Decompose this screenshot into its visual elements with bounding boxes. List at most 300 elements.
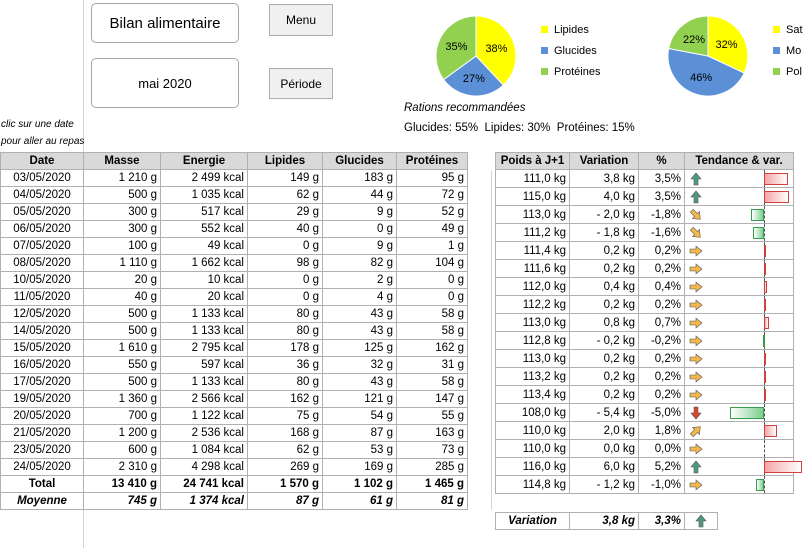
- variation-bar-fill: [764, 299, 766, 311]
- cell-masse: 20 g: [84, 272, 161, 289]
- cell-lipides: 75 g: [248, 408, 323, 425]
- variation-summary-row: [496, 513, 718, 530]
- cell-masse: 1 210 g: [84, 170, 161, 187]
- legend-item-mo: [773, 40, 803, 61]
- cell-poids: 116,0 kg: [496, 458, 570, 476]
- cell-lipides: 62 g: [248, 187, 323, 204]
- variation-summary: [495, 512, 718, 530]
- variation-bar: [707, 370, 793, 383]
- period-button[interactable]: [269, 68, 333, 99]
- cell-pct: 1,8%: [639, 422, 685, 440]
- variation-bar-fill: [753, 227, 764, 239]
- cell-poids: 108,0 kg: [496, 404, 570, 422]
- cell-pct: 0,2%: [639, 386, 685, 404]
- date-link[interactable]: 06/05/2020: [1, 221, 84, 238]
- fats-pie-legend: [773, 19, 803, 82]
- weight-row: [496, 170, 794, 188]
- cell-glucides: 0 g: [323, 221, 397, 238]
- table-row: [1, 272, 468, 289]
- trend-up-icon: [688, 190, 704, 204]
- cell-lipides: 0 g: [248, 289, 323, 306]
- trend-cell: [685, 404, 794, 422]
- col-header-variation: Variation: [570, 153, 639, 170]
- cell-energie: 552 kcal: [161, 221, 248, 238]
- date-link[interactable]: 05/05/2020: [1, 204, 84, 221]
- variation-bar-fill: [764, 191, 789, 203]
- cell-glucides: 87 g: [323, 425, 397, 442]
- cell-lipides: 98 g: [248, 255, 323, 272]
- weight-row: [496, 296, 794, 314]
- trend-down-icon: [688, 406, 704, 420]
- cell-masse: 500 g: [84, 306, 161, 323]
- cell-pct: -1,0%: [639, 476, 685, 494]
- variation-bar: [707, 478, 793, 491]
- cell-glucides: 169 g: [323, 459, 397, 476]
- col-header-glucides: Glucides: [323, 153, 397, 170]
- weight-row: [496, 224, 794, 242]
- menu-button-label: Menu: [285, 13, 317, 27]
- weight-table: [495, 152, 794, 494]
- trend-right-icon: [688, 352, 704, 366]
- cell-glucides: 2 g: [323, 272, 397, 289]
- average-row: [1, 493, 468, 510]
- cell-lipides: 29 g: [248, 204, 323, 221]
- variation-bar-fill: [764, 245, 766, 257]
- cell-pct: -5,0%: [639, 404, 685, 422]
- trend-right-icon: [688, 298, 704, 312]
- trend-right-icon: [688, 244, 704, 258]
- average-masse: 745 g: [84, 493, 161, 510]
- trend-up-icon: [688, 172, 704, 186]
- cell-proteines: 162 g: [397, 340, 468, 357]
- trend-down-right-icon: [688, 208, 704, 222]
- variation-bar: [707, 244, 793, 257]
- variation-bar-fill: [764, 371, 766, 383]
- date-link[interactable]: 14/05/2020: [1, 323, 84, 340]
- cell-lipides: 62 g: [248, 442, 323, 459]
- cell-energie: 517 kcal: [161, 204, 248, 221]
- date-link[interactable]: 23/05/2020: [1, 442, 84, 459]
- weight-row: [496, 368, 794, 386]
- cell-energie: 2 499 kcal: [161, 170, 248, 187]
- cell-lipides: 36 g: [248, 357, 323, 374]
- cell-proteines: 73 g: [397, 442, 468, 459]
- cell-masse: 600 g: [84, 442, 161, 459]
- variation-summary-label: Variation: [496, 513, 570, 530]
- cell-lipides: 269 g: [248, 459, 323, 476]
- cell-glucides: 53 g: [323, 442, 397, 459]
- fats-pie-chart: [666, 14, 750, 98]
- cell-masse: 700 g: [84, 408, 161, 425]
- cell-masse: 2 310 g: [84, 459, 161, 476]
- cell-lipides: 162 g: [248, 391, 323, 408]
- variation-bar: [707, 352, 793, 365]
- table-row: [1, 306, 468, 323]
- cell-poids: 110,0 kg: [496, 422, 570, 440]
- cell-lipides: 0 g: [248, 238, 323, 255]
- col-header-pct: %: [639, 153, 685, 170]
- period-value: mai 2020: [138, 75, 192, 91]
- cell-proteines: 31 g: [397, 357, 468, 374]
- table-row: [1, 289, 468, 306]
- legend-item-proteines: [541, 61, 600, 82]
- cell-energie: 2 536 kcal: [161, 425, 248, 442]
- trend-right-icon: [688, 262, 704, 276]
- date-link[interactable]: 03/05/2020: [1, 170, 84, 187]
- trend-cell: [685, 242, 794, 260]
- date-link[interactable]: 16/05/2020: [1, 357, 84, 374]
- date-link[interactable]: 24/05/2020: [1, 459, 84, 476]
- cell-glucides: 43 g: [323, 374, 397, 391]
- date-link[interactable]: 07/05/2020: [1, 238, 84, 255]
- variation-bar: [707, 172, 793, 185]
- col-header-masse: Masse: [84, 153, 161, 170]
- cell-glucides: 43 g: [323, 323, 397, 340]
- trend-down-right-icon: [688, 226, 704, 240]
- trend-up-icon: [688, 460, 704, 474]
- cell-variation: 0,8 kg: [570, 314, 639, 332]
- cell-energie: 2 566 kcal: [161, 391, 248, 408]
- cell-masse: 1 200 g: [84, 425, 161, 442]
- cell-variation: 0,2 kg: [570, 368, 639, 386]
- cell-pct: 0,7%: [639, 314, 685, 332]
- pie-slice-label: 32%: [715, 39, 738, 52]
- cell-glucides: 44 g: [323, 187, 397, 204]
- trend-cell: [685, 422, 794, 440]
- app-title-box: [91, 3, 239, 43]
- variation-bar-fill: [751, 209, 764, 221]
- pie-slice-label: 22%: [682, 34, 705, 47]
- cell-glucides: 54 g: [323, 408, 397, 425]
- click-hint-2: pour aller au repas: [1, 136, 85, 147]
- average-energie: 1 374 kcal: [161, 493, 248, 510]
- cell-masse: 40 g: [84, 289, 161, 306]
- cell-poids: 111,0 kg: [496, 170, 570, 188]
- cell-poids: 110,0 kg: [496, 440, 570, 458]
- total-lipides: 1 570 g: [248, 476, 323, 493]
- table-row: [1, 340, 468, 357]
- trend-cell: [685, 278, 794, 296]
- variation-bar: [707, 334, 793, 347]
- cell-pct: 5,2%: [639, 458, 685, 476]
- app-title: Bilan alimentaire: [109, 14, 221, 32]
- table-row: [1, 255, 468, 272]
- cell-energie: 1 084 kcal: [161, 442, 248, 459]
- cell-energie: 1 133 kcal: [161, 306, 248, 323]
- col-header-tendance: Tendance & var.: [685, 153, 794, 170]
- trend-cell: [685, 368, 794, 386]
- variation-summary-value: 3,8 kg: [570, 513, 639, 530]
- pie-slice-label: 46%: [690, 71, 713, 84]
- pie-slice-label: 35%: [445, 41, 468, 54]
- cell-glucides: 9 g: [323, 238, 397, 255]
- cell-glucides: 121 g: [323, 391, 397, 408]
- legend-label: Glucides: [554, 44, 597, 57]
- legend-item-sat: [773, 19, 803, 40]
- cell-masse: 300 g: [84, 204, 161, 221]
- trend-right-icon: [688, 478, 704, 492]
- cell-poids: 114,8 kg: [496, 476, 570, 494]
- weight-row: [496, 476, 794, 494]
- cell-masse: 500 g: [84, 187, 161, 204]
- trend-right-icon: [688, 316, 704, 330]
- table-row: [1, 221, 468, 238]
- trend-cell: [685, 314, 794, 332]
- cell-proteines: 285 g: [397, 459, 468, 476]
- trend-cell: [685, 350, 794, 368]
- variation-summary-pct: 3,3%: [639, 513, 685, 530]
- cell-poids: 111,2 kg: [496, 224, 570, 242]
- cell-pct: 0,0%: [639, 440, 685, 458]
- cell-variation: 0,4 kg: [570, 278, 639, 296]
- table-row: [1, 238, 468, 255]
- weight-row: [496, 314, 794, 332]
- trend-cell: [685, 296, 794, 314]
- table-header-row: [1, 153, 468, 170]
- cell-energie: 597 kcal: [161, 357, 248, 374]
- cell-variation: 2,0 kg: [570, 422, 639, 440]
- weight-row: [496, 350, 794, 368]
- trend-cell: [685, 332, 794, 350]
- cell-pct: -1,6%: [639, 224, 685, 242]
- trend-cell: [685, 458, 794, 476]
- table-row: [1, 323, 468, 340]
- cell-energie: 20 kcal: [161, 289, 248, 306]
- cell-pct: 0,2%: [639, 368, 685, 386]
- weight-row: [496, 278, 794, 296]
- cell-energie: 4 298 kcal: [161, 459, 248, 476]
- cell-masse: 1 110 g: [84, 255, 161, 272]
- cell-lipides: 168 g: [248, 425, 323, 442]
- cell-lipides: 40 g: [248, 221, 323, 238]
- cell-proteines: 0 g: [397, 289, 468, 306]
- cell-masse: 500 g: [84, 323, 161, 340]
- cell-glucides: 43 g: [323, 306, 397, 323]
- cell-energie: 1 133 kcal: [161, 323, 248, 340]
- nutrition-table: [0, 152, 468, 510]
- cell-poids: 111,6 kg: [496, 260, 570, 278]
- legend-item-glucides: [541, 40, 600, 61]
- cell-masse: 300 g: [84, 221, 161, 238]
- cell-proteines: 1 g: [397, 238, 468, 255]
- variation-summary-trend: [685, 513, 718, 530]
- total-masse: 13 410 g: [84, 476, 161, 493]
- date-link[interactable]: 12/05/2020: [1, 306, 84, 323]
- weight-row: [496, 188, 794, 206]
- total-glucides: 1 102 g: [323, 476, 397, 493]
- legend-label: Protéines: [554, 65, 601, 78]
- cell-glucides: 183 g: [323, 170, 397, 187]
- average-lipides: 87 g: [248, 493, 323, 510]
- cell-variation: 0,2 kg: [570, 242, 639, 260]
- cell-poids: 113,4 kg: [496, 386, 570, 404]
- weight-row: [496, 386, 794, 404]
- weight-row: [496, 242, 794, 260]
- total-row: [1, 476, 468, 493]
- cell-energie: 2 795 kcal: [161, 340, 248, 357]
- col-header-poids: Poids à J+1: [496, 153, 570, 170]
- trend-up-icon: [693, 514, 709, 528]
- cell-masse: 500 g: [84, 374, 161, 391]
- variation-bar-fill: [764, 173, 788, 185]
- legend-label: Sat: [786, 23, 803, 36]
- weight-row: [496, 260, 794, 278]
- pie-slice-label: 27%: [462, 72, 485, 85]
- variation-bar: [707, 280, 793, 293]
- col-header-lipides: Lipides: [248, 153, 323, 170]
- date-link[interactable]: 19/05/2020: [1, 391, 84, 408]
- variation-bar: [707, 208, 793, 221]
- cell-proteines: 0 g: [397, 272, 468, 289]
- table-row: [1, 425, 468, 442]
- total-label: Total: [1, 476, 84, 493]
- cell-variation: 4,0 kg: [570, 188, 639, 206]
- cell-proteines: 95 g: [397, 170, 468, 187]
- cell-pct: 3,5%: [639, 188, 685, 206]
- weight-row: [496, 332, 794, 350]
- variation-bar-fill: [764, 263, 766, 275]
- variation-bar-fill: [756, 479, 764, 491]
- trend-cell: [685, 224, 794, 242]
- trend-right-icon: [688, 370, 704, 384]
- cell-glucides: 9 g: [323, 204, 397, 221]
- date-link[interactable]: 11/05/2020: [1, 289, 84, 306]
- variation-bar-fill: [764, 461, 802, 473]
- cell-energie: 1 122 kcal: [161, 408, 248, 425]
- variation-bar-fill: [764, 281, 767, 293]
- cell-pct: -1,8%: [639, 206, 685, 224]
- legend-item-lipides: [541, 19, 600, 40]
- cell-variation: 0,2 kg: [570, 350, 639, 368]
- table-row: [1, 374, 468, 391]
- variation-bar-fill: [763, 335, 765, 347]
- legend-item-pol: [773, 61, 803, 82]
- cell-poids: 113,2 kg: [496, 368, 570, 386]
- trend-up-right-icon: [688, 424, 704, 438]
- cell-poids: 113,0 kg: [496, 350, 570, 368]
- variation-bar-fill: [764, 389, 766, 401]
- cell-pct: -0,2%: [639, 332, 685, 350]
- cell-energie: 1 662 kcal: [161, 255, 248, 272]
- date-link[interactable]: 17/05/2020: [1, 374, 84, 391]
- cell-poids: 115,0 kg: [496, 188, 570, 206]
- cell-poids: 112,0 kg: [496, 278, 570, 296]
- table-row: [1, 442, 468, 459]
- pie-slice-label: 38%: [485, 42, 508, 55]
- cell-variation: - 1,8 kg: [570, 224, 639, 242]
- cell-lipides: 80 g: [248, 374, 323, 391]
- cell-lipides: 80 g: [248, 323, 323, 340]
- trend-cell: [685, 476, 794, 494]
- weight-header-row: [496, 153, 794, 170]
- total-energie: 24 741 kcal: [161, 476, 248, 493]
- table-row: [1, 187, 468, 204]
- cell-energie: 1 035 kcal: [161, 187, 248, 204]
- cell-variation: 0,2 kg: [570, 386, 639, 404]
- period-button-label: Période: [280, 76, 322, 91]
- cell-lipides: 80 g: [248, 306, 323, 323]
- cell-pct: 3,5%: [639, 170, 685, 188]
- cell-proteines: 104 g: [397, 255, 468, 272]
- macros-pie-chart: [434, 14, 518, 98]
- table-row: [1, 357, 468, 374]
- weight-row: [496, 404, 794, 422]
- period-box: [91, 58, 239, 108]
- variation-bar: [707, 190, 793, 203]
- variation-bar-fill: [764, 317, 769, 329]
- weight-row: [496, 458, 794, 476]
- date-link[interactable]: 21/05/2020: [1, 425, 84, 442]
- cell-proteines: 52 g: [397, 204, 468, 221]
- menu-button[interactable]: [269, 4, 333, 36]
- date-link[interactable]: 20/05/2020: [1, 408, 84, 425]
- cell-variation: 6,0 kg: [570, 458, 639, 476]
- cell-pct: 0,2%: [639, 350, 685, 368]
- cell-poids: 113,0 kg: [496, 314, 570, 332]
- cell-poids: 112,2 kg: [496, 296, 570, 314]
- date-link[interactable]: 15/05/2020: [1, 340, 84, 357]
- cell-proteines: 163 g: [397, 425, 468, 442]
- date-link[interactable]: 10/05/2020: [1, 272, 84, 289]
- variation-bar: [707, 442, 793, 455]
- cell-variation: 0,0 kg: [570, 440, 639, 458]
- rations-title: Rations recommandées: [404, 102, 526, 114]
- variation-bar: [707, 262, 793, 275]
- col-header-date: Date: [1, 153, 84, 170]
- cell-energie: 1 133 kcal: [161, 374, 248, 391]
- cell-pct: 0,4%: [639, 278, 685, 296]
- variation-bar: [707, 388, 793, 401]
- cell-lipides: 178 g: [248, 340, 323, 357]
- date-link[interactable]: 04/05/2020: [1, 187, 84, 204]
- rations-text: Glucides: 55% Lipides: 30% Protéines: 15%: [404, 122, 635, 134]
- weight-row: [496, 440, 794, 458]
- trend-cell: [685, 386, 794, 404]
- trend-cell: [685, 206, 794, 224]
- trend-right-icon: [688, 280, 704, 294]
- cell-proteines: 72 g: [397, 187, 468, 204]
- variation-bar-fill: [764, 425, 777, 437]
- cell-poids: 111,4 kg: [496, 242, 570, 260]
- variation-bar: [707, 316, 793, 329]
- variation-bar: [707, 226, 793, 239]
- cell-pct: 0,2%: [639, 242, 685, 260]
- variation-bar: [707, 298, 793, 311]
- cell-proteines: 49 g: [397, 221, 468, 238]
- cell-variation: 3,8 kg: [570, 170, 639, 188]
- cell-pct: 0,2%: [639, 260, 685, 278]
- average-proteines: 81 g: [397, 493, 468, 510]
- date-link[interactable]: 08/05/2020: [1, 255, 84, 272]
- weight-row: [496, 422, 794, 440]
- cell-proteines: 58 g: [397, 374, 468, 391]
- weight-row: [496, 206, 794, 224]
- variation-bar: [707, 406, 793, 419]
- table-row: [1, 459, 468, 476]
- cell-variation: - 0,2 kg: [570, 332, 639, 350]
- table-row: [1, 408, 468, 425]
- legend-label: Pol: [786, 65, 802, 78]
- legend-label: Mo: [786, 44, 802, 57]
- legend-label: Lipides: [554, 23, 589, 36]
- macros-pie-legend: [541, 19, 600, 82]
- variation-bar-fill: [764, 353, 766, 365]
- variation-bar: [707, 424, 793, 437]
- cell-glucides: 125 g: [323, 340, 397, 357]
- cell-proteines: 58 g: [397, 323, 468, 340]
- trend-cell: [685, 260, 794, 278]
- table-row: [1, 204, 468, 221]
